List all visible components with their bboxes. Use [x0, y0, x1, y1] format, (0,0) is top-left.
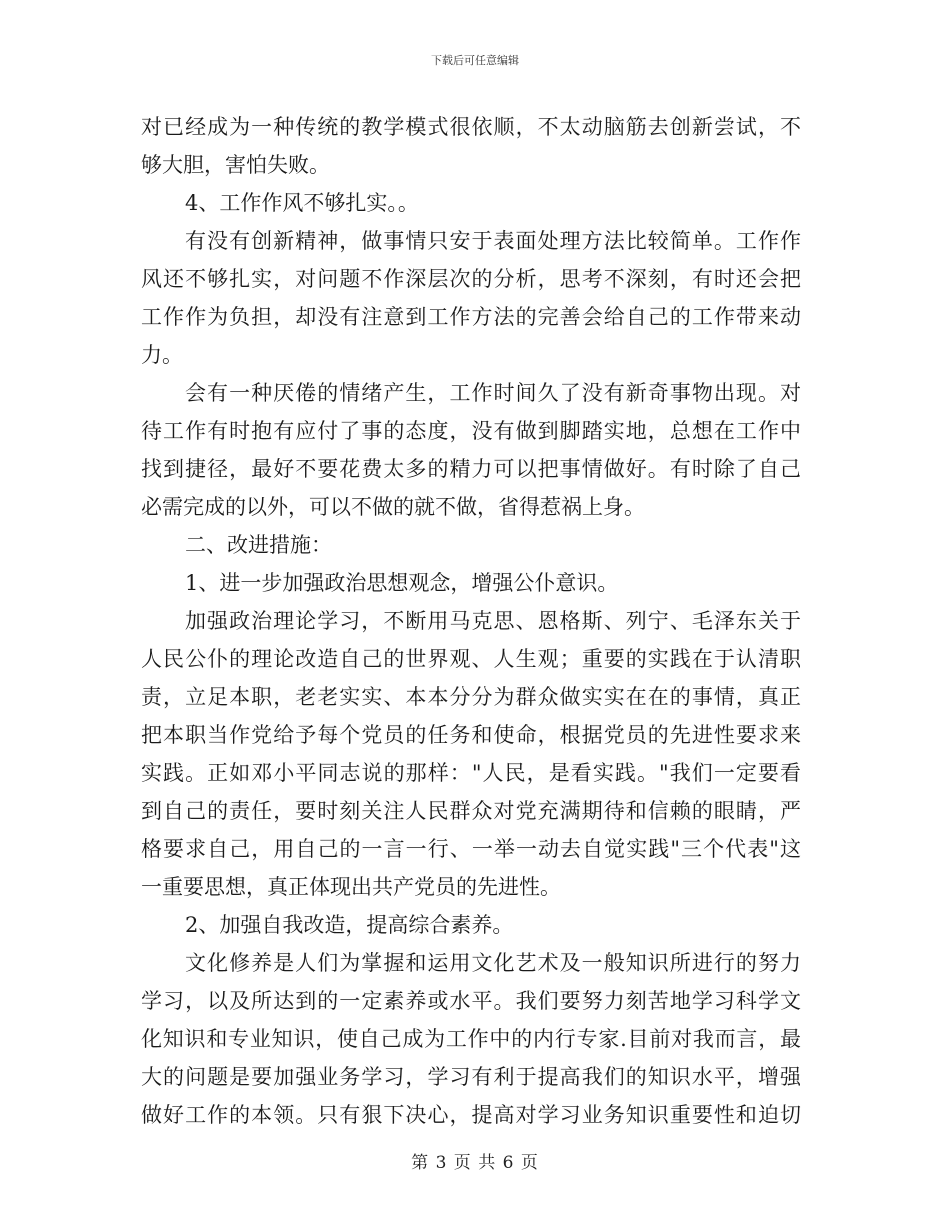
- text-line: 会有一种厌倦的情绪产生，工作时间久了没有新奇事物出现。对: [185, 381, 801, 405]
- text-line: 学习，以及所达到的一定素养或水平。我们要努力刻苦地学习科学文: [141, 989, 801, 1013]
- text-line: 做好工作的本领。只有狠下决心，提高对学习业务知识重要性和迫切: [141, 1103, 801, 1127]
- text-line: 责，立足本职，老老实实、本本分分为群众做实实在在的事情，真正: [141, 685, 801, 709]
- text-line: 工作作为负担，却没有注意到工作方法的完善会给自己的工作带来动: [141, 305, 801, 329]
- text-line: 对已经成为一种传统的教学模式很依顺，不太动脑筋去创新尝试，不: [141, 115, 801, 139]
- text-line: 二、改进措施：: [185, 533, 332, 557]
- page-number: 第 3 页 共 6 页: [411, 1153, 539, 1173]
- text-line: 风还不够扎实，对问题不作深层次的分析，思考不深刻，有时还会把: [141, 267, 801, 291]
- text-line: 实践。正如邓小平同志说的那样："人民，是看实践。"我们一定要看: [141, 761, 801, 785]
- text-line: 待工作有时抱有应付了事的态度，没有做到脚踏实地，总想在工作中: [141, 419, 801, 443]
- text-line: 文化修养是人们为掌握和运用文化艺术及一般知识所进行的努力: [185, 951, 801, 975]
- text-line: 一重要思想，真正体现出共产党员的先进性。: [141, 875, 561, 899]
- text-line: 加强政治理论学习，不断用马克思、恩格斯、列宁、毛泽东关于: [185, 609, 801, 633]
- text-line: 人民公仆的理论改造自己的世界观、人生观；重要的实践在于认清职: [141, 647, 801, 671]
- page-header: 下载后可任意编辑: [431, 54, 519, 67]
- text-line: 1、进一步加强政治思想观念，增强公仆意识。: [185, 571, 619, 595]
- text-line: 到自己的责任，要时刻关注人民群众对党充满期待和信赖的眼睛，严: [141, 799, 801, 823]
- text-line: 有没有创新精神，做事情只安于表面处理方法比较简单。工作作: [185, 229, 801, 253]
- text-line: 格要求自己，用自己的一言一行、一举一动去自觉实践"三个代表"这: [141, 837, 801, 861]
- text-line: 大的问题是要加强业务学习，学习有利于提高我们的知识水平，增强: [141, 1065, 801, 1089]
- text-line: 力。: [141, 343, 183, 367]
- document-body: [141, 108, 801, 1134]
- text-line: 找到捷径，最好不要花费太多的精力可以把事情做好。有时除了自己: [141, 457, 801, 481]
- text-line: 必需完成的以外，可以不做的就不做，省得惹祸上身。: [141, 495, 645, 519]
- text-line: 2、加强自我改造，提高综合素养。: [185, 913, 514, 937]
- text-line: 化知识和专业知识，使自己成为工作中的内行专家.目前对我而言，最: [141, 1027, 801, 1051]
- text-line: 够大胆，害怕失败。: [141, 153, 330, 177]
- text-line: 4、工作作风不够扎实。。: [185, 191, 419, 215]
- text-line: 把本职当作党给予每个党员的任务和使命，根据党员的先进性要求来: [141, 723, 801, 747]
